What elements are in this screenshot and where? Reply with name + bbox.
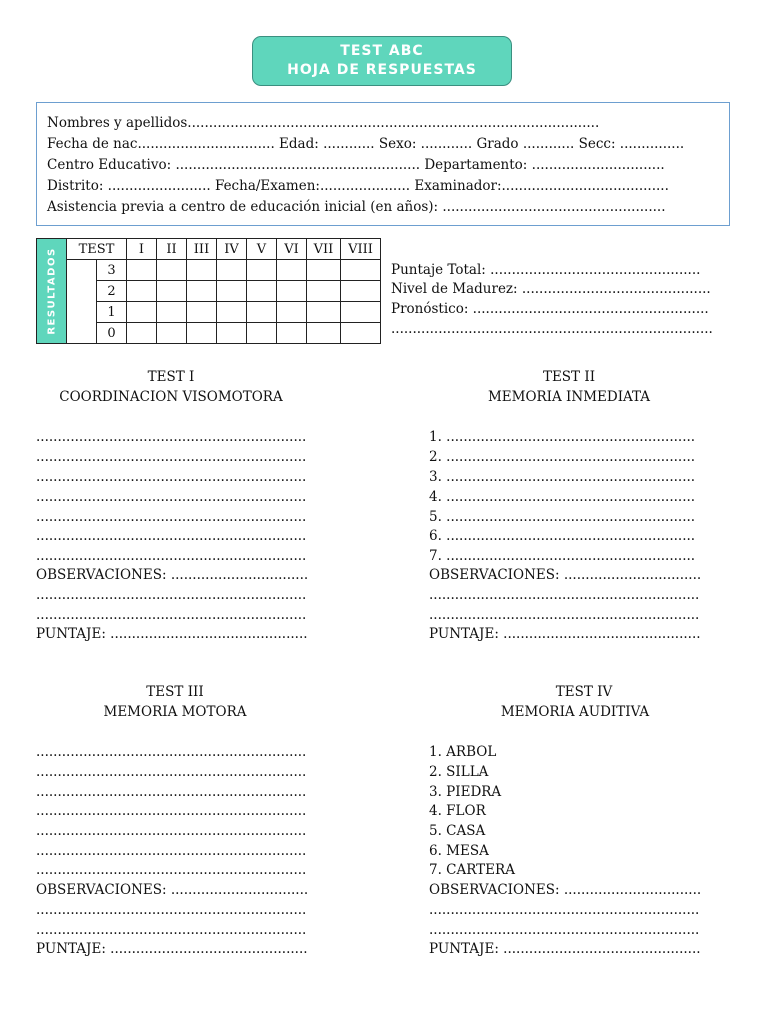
test-4-name: MEMORIA AUDITIVA <box>500 704 650 720</box>
table-cell[interactable] <box>307 323 341 344</box>
header-cell: TEST <box>67 239 127 260</box>
answer-line: ............................................................... <box>36 744 307 760</box>
observations-line: OBSERVACIONES: ................................ <box>36 882 309 898</box>
test-2-name: MEMORIA INMEDIATA <box>487 389 651 405</box>
table-cell[interactable] <box>157 302 187 323</box>
observations-line: OBSERVACIONES: ................................ <box>36 567 309 583</box>
test-4-number: TEST IV <box>555 684 613 700</box>
table-cell[interactable] <box>247 281 277 302</box>
answer-line: ............................................................... <box>36 784 307 800</box>
numbered-line: 7. .......................................................... <box>429 548 696 564</box>
answer-line: ............................................................... <box>36 489 307 505</box>
table-cell[interactable] <box>187 302 217 323</box>
header-cell: VI <box>277 239 307 260</box>
table-cell[interactable] <box>307 260 341 281</box>
table-cell[interactable] <box>157 260 187 281</box>
answer-line: ............................................................... <box>36 429 307 445</box>
answer-line: ............................................................... <box>36 469 307 485</box>
word-item: 1. ARBOL <box>429 744 497 760</box>
numbered-line: 2. .......................................................... <box>429 449 696 465</box>
table-cell[interactable] <box>217 260 247 281</box>
score-label: 3 <box>97 260 127 281</box>
header-cell: VIII <box>341 239 381 260</box>
results-table <box>36 238 381 344</box>
answer-line: ............................................................... <box>36 862 307 878</box>
score-label: 0 <box>97 323 127 344</box>
test-1-number: TEST I <box>147 369 195 385</box>
header-cell: V <box>247 239 277 260</box>
table-cell[interactable] <box>341 260 381 281</box>
table-cell[interactable] <box>247 260 277 281</box>
info-line-school: Centro Educativo: ......................................................... Departamento: ............................... <box>47 157 665 173</box>
header-cell: IV <box>217 239 247 260</box>
table-cell[interactable] <box>307 302 341 323</box>
test-1-name: COORDINACION VISOMOTORA <box>59 389 283 405</box>
table-cell[interactable] <box>127 323 157 344</box>
info-line-attendance: Asistencia previa a centro de educación inicial (en años): .................................................... <box>47 199 666 215</box>
title-banner <box>252 36 512 86</box>
table-cell[interactable] <box>217 302 247 323</box>
answer-line: ............................................................... <box>36 902 307 918</box>
observations-line: OBSERVACIONES: ................................ <box>429 882 702 898</box>
table-row <box>37 260 381 281</box>
results-side-label: RESULTADOS <box>37 239 67 344</box>
word-item: 5. CASA <box>429 823 486 839</box>
table-cell[interactable] <box>187 260 217 281</box>
table-cell[interactable] <box>277 302 307 323</box>
table-cell[interactable] <box>341 281 381 302</box>
score-line: PUNTAJE: .............................................. <box>36 626 308 642</box>
score-label: 1 <box>97 302 127 323</box>
table-cell[interactable] <box>187 281 217 302</box>
numbered-line: 5. .......................................................... <box>429 509 696 525</box>
score-line: PUNTAJE: .............................................. <box>429 626 701 642</box>
table-cell[interactable] <box>127 302 157 323</box>
table-cell[interactable] <box>341 302 381 323</box>
answer-line: ............................................................... <box>429 922 700 938</box>
numbered-line: 3. .......................................................... <box>429 469 696 485</box>
header-cell: II <box>157 239 187 260</box>
table-cell[interactable] <box>127 281 157 302</box>
numbered-line: 1. .......................................................... <box>429 429 696 445</box>
table-cell[interactable] <box>247 302 277 323</box>
table-cell[interactable] <box>157 323 187 344</box>
answer-line: ............................................................... <box>36 843 307 859</box>
answer-line: ............................................................... <box>36 823 307 839</box>
table-cell[interactable] <box>277 281 307 302</box>
answer-line: ............................................................... <box>36 449 307 465</box>
answer-line: ............................................................... <box>36 803 307 819</box>
info-line-birth: Fecha de nac................................ Edad: ............ Sexo: ............ Grado ............ Secc: ............... <box>47 136 685 152</box>
word-item: 3. PIEDRA <box>429 784 502 800</box>
score-line: PUNTAJE: .............................................. <box>429 941 701 957</box>
numbered-line: 4. .......................................................... <box>429 489 696 505</box>
answer-line: ............................................................... <box>36 607 307 623</box>
answer-line: ............................................................... <box>36 587 307 603</box>
score-label: 2 <box>97 281 127 302</box>
prognosis-line: Pronóstico: ....................................................... <box>391 301 709 317</box>
numbered-line: 6. .......................................................... <box>429 528 696 544</box>
answer-line: ............................................................... <box>36 528 307 544</box>
answer-line: ............................................................... <box>36 509 307 525</box>
personal-info-box <box>36 102 730 226</box>
answer-line: ............................................................... <box>36 764 307 780</box>
table-cell[interactable] <box>247 323 277 344</box>
word-item: 4. FLOR <box>429 803 486 819</box>
answer-line: ............................................................... <box>429 607 700 623</box>
word-item: 2. SILLA <box>429 764 489 780</box>
total-score-line: Puntaje Total: ................................................. <box>391 262 701 278</box>
extra-line: ........................................................................... <box>391 321 713 337</box>
answer-line: ............................................................... <box>36 548 307 564</box>
table-cell[interactable] <box>277 323 307 344</box>
table-cell[interactable] <box>217 323 247 344</box>
answer-line: ............................................................... <box>429 902 700 918</box>
blank-cell <box>67 260 97 344</box>
observations-line: OBSERVACIONES: ................................ <box>429 567 702 583</box>
score-line: PUNTAJE: .............................................. <box>36 941 308 957</box>
table-cell[interactable] <box>217 281 247 302</box>
info-line-district: Distrito: ........................ Fecha/Examen:..................... Examinador:....................................... <box>47 178 669 194</box>
answer-line: ............................................................... <box>429 587 700 603</box>
test-3-number: TEST III <box>146 684 204 700</box>
table-cell[interactable] <box>187 323 217 344</box>
test-2-number: TEST II <box>542 369 596 385</box>
word-item: 7. CARTERA <box>429 862 515 878</box>
title-line-2: HOJA DE RESPUESTAS <box>287 62 477 78</box>
test-3-name: MEMORIA MOTORA <box>103 704 247 720</box>
word-item: 6. MESA <box>429 843 489 859</box>
table-cell[interactable] <box>157 281 187 302</box>
table-cell[interactable] <box>307 281 341 302</box>
table-cell[interactable] <box>127 260 157 281</box>
answer-line: ............................................................... <box>36 922 307 938</box>
table-cell[interactable] <box>277 260 307 281</box>
maturity-level-line: Nivel de Madurez: ............................................ <box>391 281 711 297</box>
header-cell: VII <box>307 239 341 260</box>
header-cell: III <box>187 239 217 260</box>
title-line-1: TEST ABC <box>340 43 424 59</box>
header-cell: I <box>127 239 157 260</box>
table-cell[interactable] <box>341 323 381 344</box>
info-line-names: Nombres y apellidos................................................................................................ <box>47 115 600 131</box>
